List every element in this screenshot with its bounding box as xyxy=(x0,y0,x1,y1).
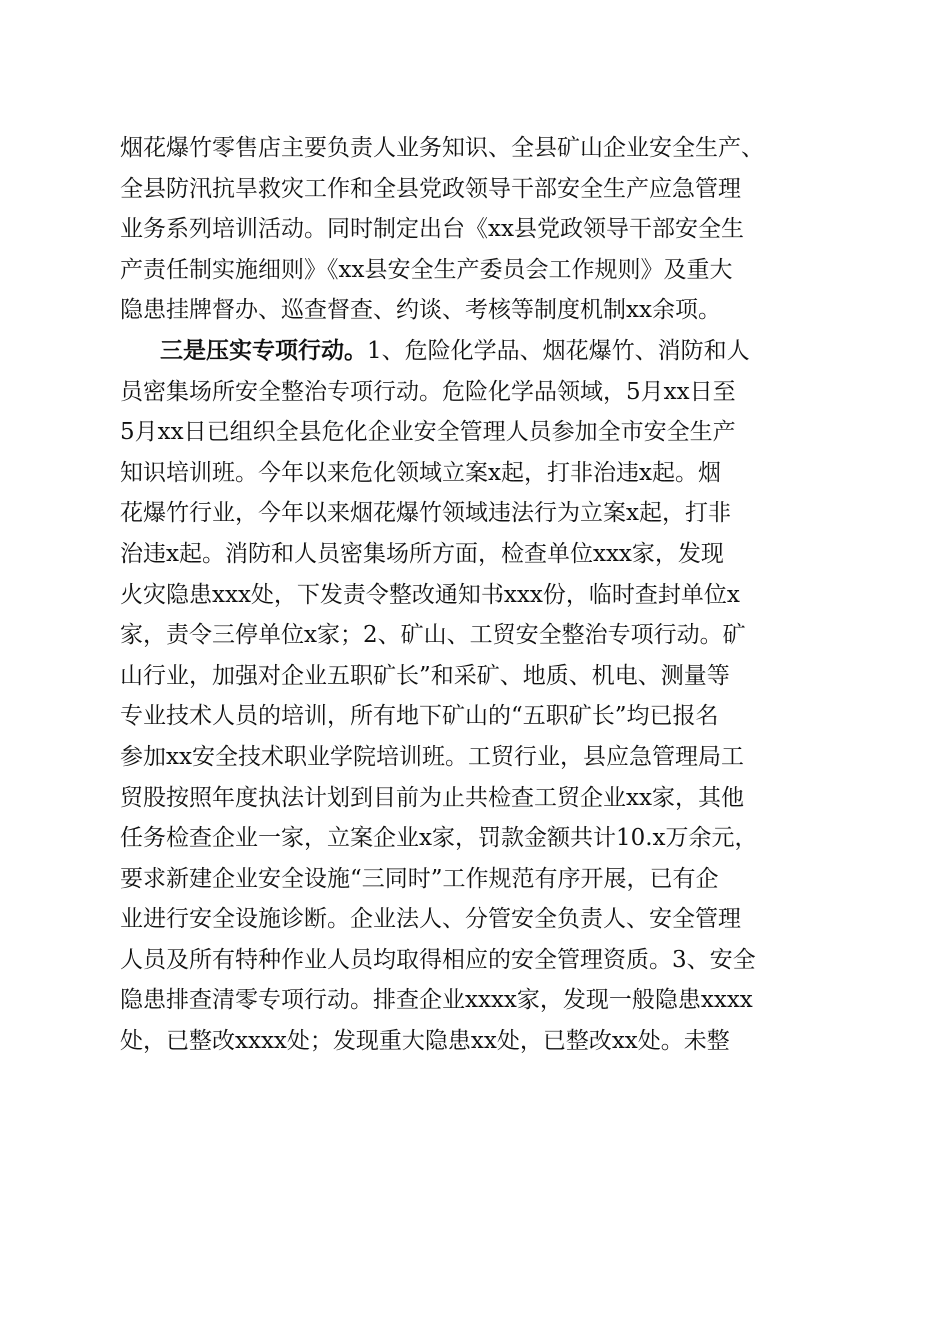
text-line: 隐患排查清零专项行动。排查企业xxxx家，发现一般隐患xxxx xyxy=(120,987,753,1014)
text-line: 隐患挂牌督办、巡查督查、约谈、考核等制度机制xx余项。 xyxy=(120,297,721,324)
text-line: 要求新建企业安全设施“三同时”工作规范有序开展，已有企 xyxy=(120,865,719,892)
text-line: 人员及所有特种作业人员均取得相应的安全管理资质。3、安全 xyxy=(120,946,756,973)
text-line: 处，已整改xxxx处；发现重大隐患xx处，已整改xx处。未整 xyxy=(120,1028,730,1055)
text-line: 专业技术人员的培训，所有地下矿山的“五职矿长”均已报名 xyxy=(120,703,719,730)
text-line: 治违x起。消防和人员密集场所方面，检查单位xxx家，发现 xyxy=(120,540,724,567)
paragraph-start-line xyxy=(120,331,840,372)
text-line: 家，责令三停单位x家；2、矿山、工贸安全整治专项行动。矿 xyxy=(120,622,746,649)
text-line: 花爆竹行业，今年以来烟花爆竹领域违法行为立案x起，打非 xyxy=(120,500,731,527)
text-line: 知识培训班。今年以来危化领域立案x起，打非治违x起。烟 xyxy=(120,459,721,486)
text-line: 5月xx日已组织全县危化企业安全管理人员参加全市安全生产 xyxy=(120,419,736,446)
paragraph-text: 1、危险化学品、烟花爆竹、消防和人 xyxy=(367,337,750,364)
text-line: 业务系列培训活动。同时制定出台《xx县党政领导干部安全生 xyxy=(120,216,744,243)
text-line: 员密集场所安全整治专项行动。危险化学品领域，5月xx日至 xyxy=(120,378,736,405)
text-line: 烟花爆竹零售店主要负责人业务知识、全县矿山企业安全生产、 xyxy=(120,135,764,161)
text-line: 全县防汛抗旱救灾工作和全县党政领导干部安全生产应急管理 xyxy=(120,175,741,202)
paragraph-heading: 三是压实专项行动。 xyxy=(160,336,367,364)
text-line: 参加xx安全技术职业学院培训班。工贸行业，县应急管理局工 xyxy=(120,743,744,770)
text-line: 山行业，加强对企业五职矿长”和采矿、地质、机电、测量等 xyxy=(120,662,730,689)
text-line: 火灾隐患xxx处，下发责令整改通知书xxx份，临时查封单位x xyxy=(120,581,740,608)
document-body xyxy=(120,128,840,1062)
text-line: 业进行安全设施诊断。企业法人、分管安全负责人、安全管理 xyxy=(120,906,741,933)
text-line: 任务检查企业一家，立案企业x家，罚款金额共计10.x万余元， xyxy=(120,825,758,852)
text-line: 贸股按照年度执法计划到目前为止共检查工贸企业xx家，其他 xyxy=(120,784,744,811)
text-line: 产责任制实施细则》《xx县安全生产委员会工作规则》及重大 xyxy=(120,256,733,283)
